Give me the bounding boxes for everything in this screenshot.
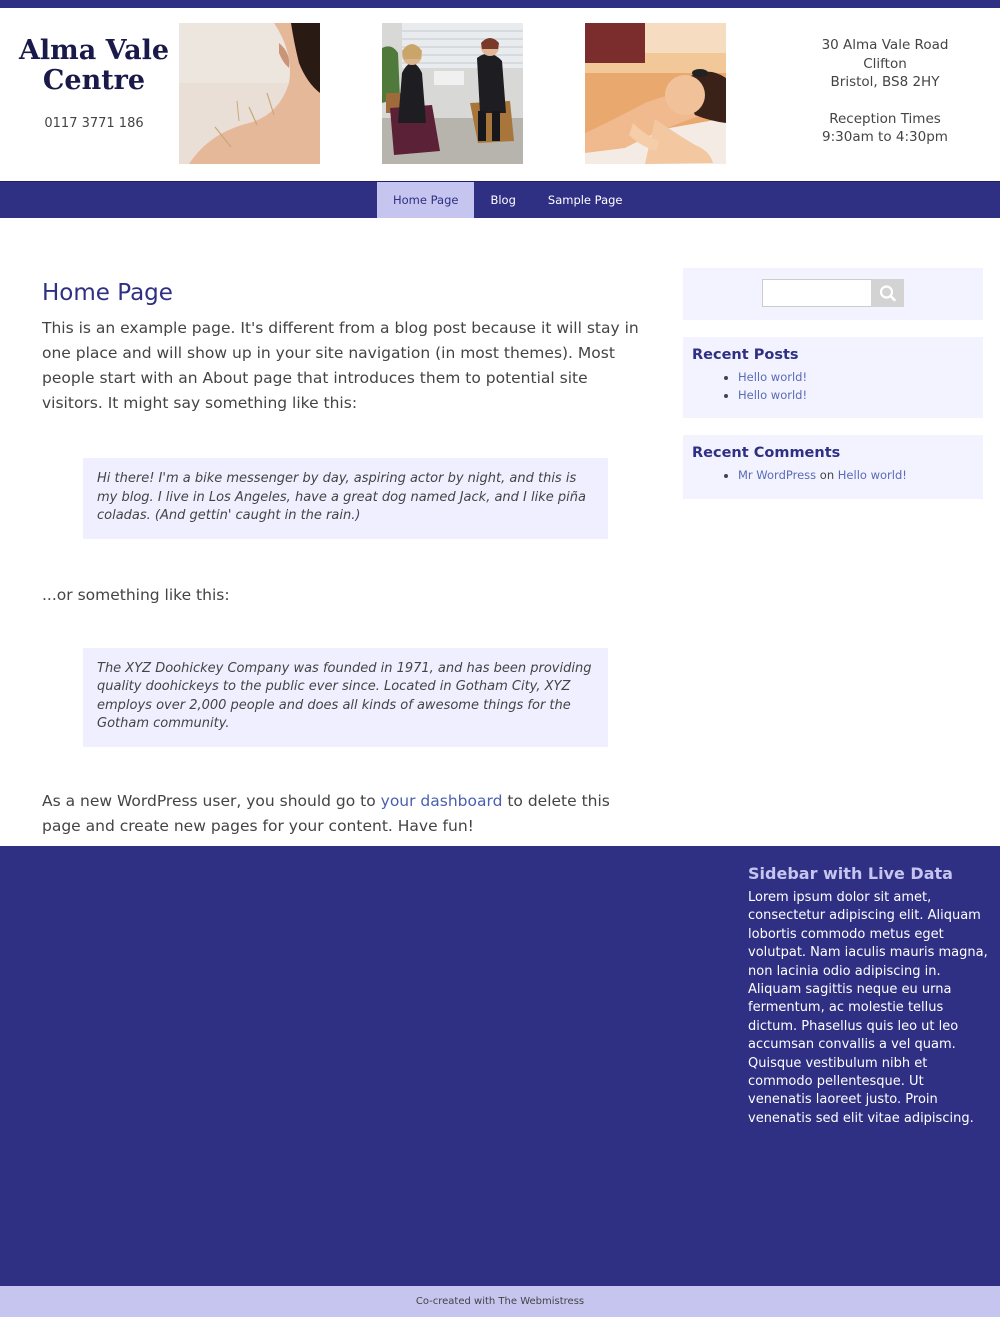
- reception-label: Reception Times: [829, 110, 941, 127]
- closing-paragraph: [42, 789, 652, 839]
- address-line-2: Clifton: [863, 55, 907, 72]
- comment-post-link[interactable]: Hello world!: [837, 468, 907, 482]
- recent-comments-widget: [683, 435, 983, 499]
- nav-item-sample-page[interactable]: Sample Page: [547, 193, 623, 207]
- massage-photo: [585, 23, 726, 164]
- search-widget: [683, 268, 983, 320]
- intro-paragraph: This is an example page. It's different from a blog post because it will stay in one place and will show up in your site navigation (in most themes). Most people start with an About page that introduces them to potential site visitors. It might say something like this:: [42, 319, 639, 412]
- footer-widget-area: [0, 846, 1000, 1286]
- recent-posts-title: Recent Posts: [692, 347, 799, 363]
- address-line-3: Bristol, BS8 2HY: [830, 74, 940, 90]
- comment-author-link[interactable]: Mr WordPress: [738, 468, 817, 482]
- list-item: [738, 369, 974, 387]
- footer-credit[interactable]: Co-created with The Webmistress: [0, 1286, 1000, 1317]
- site-title[interactable]: Alma Vale Centre: [18, 35, 170, 96]
- brand-block: [18, 36, 170, 131]
- list-item: [738, 467, 974, 485]
- top-accent-bar: [0, 0, 1000, 8]
- main-navigation: [0, 181, 1000, 218]
- reception-hours: 9:30am to 4:30pm: [822, 129, 948, 145]
- search-button[interactable]: [871, 279, 904, 307]
- recent-posts-list: [692, 369, 974, 404]
- dashboard-link[interactable]: your dashboard: [380, 791, 503, 810]
- site-phone: 0117 3771 186: [44, 116, 144, 131]
- list-item: [738, 387, 974, 405]
- comment-on-text: on: [819, 468, 835, 482]
- closing-text-before: As a new WordPress user, you should go to: [42, 791, 381, 810]
- site-header: [0, 8, 1000, 181]
- recent-posts-widget: [683, 337, 983, 418]
- counselling-photo: [382, 23, 523, 164]
- address-line-1: 30 Alma Vale Road: [821, 37, 949, 53]
- sidebar: [683, 268, 983, 516]
- example-quote-2: The XYZ Doohickey Company was founded in 1971, and has been providing quality doohickeys to the public ever since. Located in Gotham City, XYZ employs over 2,000 people and does all kinds of awesome things for the Gotham community.: [83, 648, 608, 747]
- or-paragraph: ...or something like this:: [42, 585, 230, 604]
- live-data-widget: [748, 864, 988, 1128]
- recent-post-link[interactable]: Hello world!: [738, 370, 808, 384]
- search-icon: [871, 279, 904, 307]
- closing-text-after: to delete this page and create new pages for your content. Have fun!: [42, 791, 610, 835]
- main-content: [42, 280, 652, 839]
- recent-post-link[interactable]: Hello world!: [738, 387, 808, 402]
- live-data-title: Sidebar with Live Data: [748, 864, 953, 883]
- example-quote-1: Hi there! I'm a bike messenger by day, aspiring actor by night, and this is my blog. I live in Los Angeles, have a great dog named Jack, and I like piña coladas. (And gettin' caught in the rain.): [83, 458, 608, 539]
- recent-comments-list: [692, 467, 974, 485]
- recent-comments-title: Recent Comments: [692, 445, 841, 461]
- nav-item-blog[interactable]: Blog: [490, 193, 516, 207]
- acupuncture-photo: [179, 23, 320, 164]
- contact-block: [800, 36, 970, 147]
- page-title: Home Page: [42, 280, 173, 306]
- live-data-text: Lorem ipsum dolor sit amet, consectetur adipiscing elit. Aliquam lobortis commodo metus eget volutpat. Nam iaculis mauris magna, non lacinia odio adipiscing in. Aliquam sagittis neque eu urna fermentum, ac molestie tellus dictum. Phasellus quis leo ut leo accumsan convallis a vel quam. Quisque vestibulum nibh et commodo pellentesque. Ut venenatis laoreet justo. Proin venenatis sed elit vitae adipiscing.: [748, 890, 988, 1126]
- nav-item-home-page[interactable]: Home Page: [377, 182, 474, 218]
- search-input[interactable]: [762, 279, 872, 307]
